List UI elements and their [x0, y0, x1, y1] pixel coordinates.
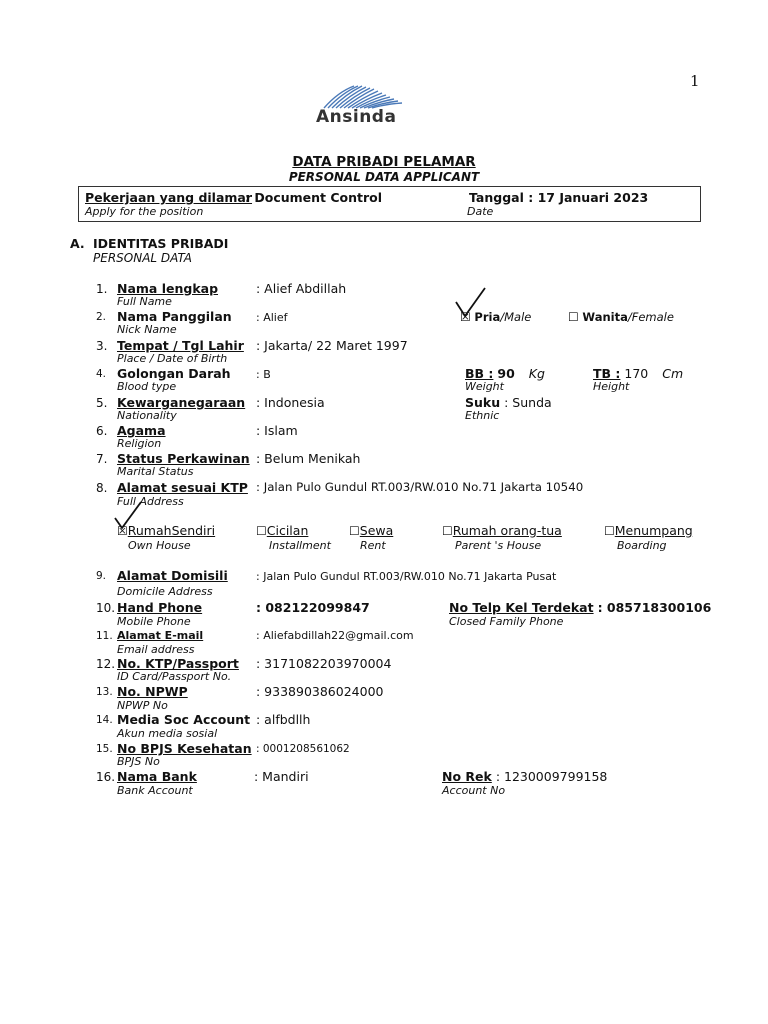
- section-subtitle: PERSONAL DATA: [93, 251, 192, 265]
- field-number: 9.: [96, 570, 107, 582]
- field-sublabel: Full Address: [117, 495, 184, 508]
- position-sublabel: Apply for the position: [85, 205, 204, 218]
- housing-rent-option[interactable]: [349, 523, 393, 538]
- gender-female-sublabel: /Female: [627, 310, 674, 324]
- position-label: Pekerjaan yang dilamar: [85, 190, 253, 205]
- field-value-email: : Aliefabdillah22@gmail.com: [256, 629, 414, 642]
- gender-female-label: Wanita: [582, 310, 628, 324]
- checkbox-empty-icon: ☐: [568, 310, 579, 324]
- family-phone-field: [449, 600, 711, 615]
- family-phone-sublabel: Closed Family Phone: [449, 615, 564, 628]
- ethnic-label: Suku: [465, 395, 501, 410]
- field-sublabel: NPWP No: [117, 699, 168, 712]
- field-sublabel: Akun media sosial: [117, 727, 218, 740]
- housing-own-house-sublabel: Own House: [128, 539, 191, 552]
- page-number: 1: [690, 72, 700, 90]
- field-sublabel: ID Card/Passport No.: [117, 670, 232, 683]
- checkbox-empty-icon: ☐: [604, 524, 615, 538]
- housing-boarding-sublabel: Boarding: [617, 539, 667, 552]
- height-label: TB :: [593, 366, 621, 381]
- field-number: 14.: [96, 714, 113, 726]
- field-sublabel: Nationality: [117, 409, 177, 422]
- field-value-full-name: : Alief Abdillah: [256, 281, 347, 296]
- field-label-nickname: Nama Panggilan: [117, 309, 232, 324]
- field-value-birth: : Jakarta/ 22 Maret 1997: [256, 338, 408, 353]
- field-label-email: [117, 629, 203, 642]
- field-sublabel: Email address: [117, 643, 195, 656]
- field-value-bank-name: : Mandiri: [254, 769, 309, 784]
- field-value-blood-type: : B: [256, 368, 271, 381]
- field-number: 5.: [96, 396, 108, 410]
- field-sublabel: Blood type: [117, 380, 177, 393]
- field-number: 11.: [96, 630, 113, 642]
- housing-rent-sublabel: Rent: [360, 539, 386, 552]
- checkbox-empty-icon: ☐: [442, 524, 453, 538]
- checkbox-empty-icon: ☐: [256, 524, 267, 538]
- checkbox-checked-icon: ☒: [117, 524, 128, 538]
- field-value-hand-phone: : 082122099847: [256, 600, 370, 615]
- housing-installment-label: Cicilan: [266, 523, 309, 538]
- field-label-email-text: Alamat E-mail: [117, 629, 204, 642]
- housing-parents-house-option[interactable]: [442, 523, 562, 538]
- checkbox-empty-icon: ☐: [349, 524, 360, 538]
- field-label-nationality: Kewarganegaraan: [117, 395, 246, 410]
- field-sublabel: BPJS No: [117, 755, 160, 768]
- field-value-ktp-passport: : 3171082203970004: [256, 656, 392, 671]
- date-sublabel: Date: [467, 205, 494, 218]
- page-subtitle: PERSONAL DATA APPLICANT: [288, 170, 480, 184]
- field-number: 3.: [96, 339, 108, 353]
- field-value-nickname: : Alief: [256, 311, 288, 324]
- field-label-ktp-passport: No. KTP/Passport: [117, 656, 239, 671]
- field-value-bpjs: : 0001208561062: [256, 743, 350, 755]
- field-label-ktp-address: Alamat sesuai KTP: [117, 480, 248, 495]
- field-label-hand-phone: Hand Phone: [117, 600, 203, 615]
- field-label-religion: Agama: [117, 423, 166, 438]
- weight-sublabel: Weight: [465, 380, 504, 393]
- field-sublabel: Mobile Phone: [117, 615, 191, 628]
- field-label-domicile: Alamat Domisili: [117, 568, 228, 583]
- gender-male-label: Pria: [474, 310, 501, 324]
- field-label-bank-name: Nama Bank: [117, 769, 197, 784]
- family-phone-value: : 085718300106: [597, 600, 712, 615]
- account-number-value: : 1230009799158: [495, 769, 608, 784]
- field-sublabel: Full Name: [117, 295, 172, 308]
- field-value-ktp-address: : Jalan Pulo Gundul RT.003/RW.010 No.71 Jakarta 10540: [256, 480, 584, 494]
- gender-male-sublabel: /Male: [500, 310, 532, 324]
- field-value-nationality: : Indonesia: [256, 395, 325, 410]
- field-label-marital-status: Status Perkawinan: [117, 451, 250, 466]
- field-number: 13.: [96, 686, 113, 698]
- ethnic-field: [465, 395, 552, 410]
- height-value: 170: [624, 366, 649, 381]
- field-number: 15.: [96, 743, 113, 755]
- section-letter: A.: [70, 236, 85, 251]
- field-value-social-media: : alfbdllh: [256, 712, 311, 727]
- height-sublabel: Height: [593, 380, 630, 393]
- housing-rent-label: Sewa: [359, 523, 394, 538]
- account-number-label: No Rek: [442, 769, 492, 784]
- checkbox-checked-icon: ☒: [460, 310, 471, 324]
- position-date-box: [78, 186, 701, 222]
- weight-value: 90: [497, 366, 515, 381]
- field-sublabel: Nick Name: [117, 323, 177, 336]
- field-number: 7.: [96, 452, 108, 466]
- logo-text: Ansinda: [316, 107, 397, 127]
- housing-parents-house-sublabel: Parent 's House: [455, 539, 542, 552]
- field-value-npwp: : 933890386024000: [256, 684, 384, 699]
- gender-male-option[interactable]: [460, 310, 531, 324]
- company-logo: [316, 82, 416, 126]
- position-value: : Document Control: [245, 190, 383, 205]
- field-sublabel: Bank Account: [117, 784, 193, 797]
- family-phone-label: No Telp Kel Terdekat: [449, 600, 594, 615]
- logo-swoosh-icon: [316, 82, 416, 110]
- weight-unit: Kg: [528, 366, 545, 381]
- housing-installment-sublabel: Installment: [269, 539, 331, 552]
- field-sublabel: Domicile Address: [117, 585, 213, 598]
- field-number: 12.: [96, 657, 116, 671]
- page-title: DATA PRIBADI PELAMAR: [292, 154, 476, 170]
- housing-own-house-label: RumahSendiri: [127, 523, 216, 538]
- account-number-sublabel: Account No: [442, 784, 506, 797]
- housing-boarding-option[interactable]: [604, 523, 693, 538]
- account-number-field: [442, 769, 607, 784]
- housing-parents-house-label: Rumah orang-tua: [452, 523, 562, 538]
- field-value-religion: : Islam: [256, 423, 298, 438]
- field-label-blood-type: Golongan Darah: [117, 366, 231, 381]
- field-sublabel: Religion: [117, 437, 162, 450]
- field-number: 8.: [96, 481, 108, 495]
- field-sublabel: Marital Status: [117, 465, 194, 478]
- section-title: IDENTITAS PRIBADI: [93, 236, 229, 251]
- field-label-social-media: Media Soc Account: [117, 712, 251, 727]
- field-number: 6.: [96, 424, 108, 438]
- field-number: 1.: [96, 282, 108, 296]
- weight-label: BB :: [465, 366, 494, 381]
- weight-field: [465, 366, 545, 381]
- field-label-full-name: Nama lengkap: [117, 281, 219, 296]
- housing-own-house-option[interactable]: [117, 523, 215, 538]
- housing-boarding-label: Menumpang: [614, 523, 693, 538]
- height-field: [593, 366, 683, 381]
- field-number: 2.: [96, 311, 107, 323]
- field-number: 10.: [96, 601, 116, 615]
- field-number: 4.: [96, 368, 107, 380]
- field-label-npwp: No. NPWP: [117, 684, 188, 699]
- field-number: 16.: [96, 770, 116, 784]
- ethnic-value: : Sunda: [504, 395, 552, 410]
- field-label-birth: Tempat / Tgl Lahir: [117, 338, 244, 353]
- gender-female-option[interactable]: [568, 310, 674, 324]
- date-label: Tanggal : 17 Januari 2023: [469, 190, 649, 205]
- ethnic-sublabel: Ethnic: [465, 409, 500, 422]
- field-label-bpjs: No BPJS Kesehatan: [117, 741, 252, 756]
- field-value-marital-status: : Belum Menikah: [256, 451, 361, 466]
- field-value-domicile: : Jalan Pulo Gundul RT.003/RW.010 No.71 Jakarta Pusat: [256, 570, 557, 583]
- housing-installment-option[interactable]: [256, 523, 308, 538]
- field-sublabel: Place / Date of Birth: [117, 352, 228, 365]
- height-unit: Cm: [662, 366, 684, 381]
